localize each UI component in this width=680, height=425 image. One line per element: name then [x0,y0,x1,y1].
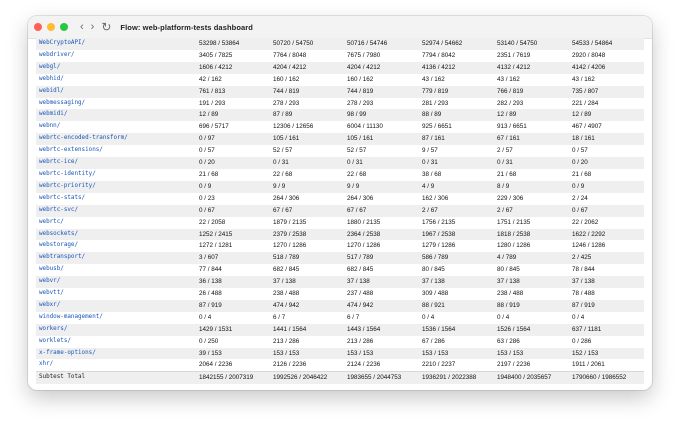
directory-link[interactable]: webgl/ [39,63,61,70]
result-cell: 1279 / 1286 [419,240,494,252]
result-cell: 0 / 9 [569,181,644,193]
result-cell: 77 / 844 [196,264,270,276]
total-cell: 1842155 / 2007319 [196,371,270,384]
directory-link[interactable]: webusb/ [39,266,64,273]
result-cell: 264 / 306 [270,193,344,205]
result-cell: 1252 / 2415 [196,229,270,241]
result-cell: 682 / 845 [270,264,344,276]
directory-link[interactable]: webhid/ [39,75,64,82]
directory-cell [36,312,196,324]
result-cell: 779 / 819 [419,86,494,98]
table-row [36,252,644,264]
result-cell: 744 / 819 [344,86,419,98]
result-cell: 22 / 68 [344,169,419,181]
table-row [36,157,644,169]
result-cell: 221 / 284 [569,98,644,110]
result-cell: 0 / 4 [569,312,644,324]
directory-link[interactable]: webstorage/ [39,242,79,249]
result-cell: 78 / 844 [569,264,644,276]
result-cell: 1272 / 1281 [196,240,270,252]
table-row [36,133,644,145]
result-cell: 78 / 488 [569,288,644,300]
table-row [36,121,644,133]
result-cell: 8 / 9 [494,181,569,193]
result-cell: 766 / 819 [494,86,569,98]
result-cell: 2351 / 7619 [494,50,569,62]
result-cell: 264 / 306 [344,193,419,205]
directory-cell [36,229,196,241]
result-cell: 4204 / 4212 [270,62,344,74]
results-table-body [36,38,644,384]
directory-cell [36,217,196,229]
table-row [36,86,644,98]
result-cell: 63 / 286 [494,336,569,348]
result-cell: 1526 / 1564 [494,324,569,336]
directory-cell [36,109,196,121]
result-cell: 0 / 31 [344,157,419,169]
result-cell: 474 / 942 [344,300,419,312]
directory-link[interactable]: x-frame-options/ [39,349,96,356]
close-window-button[interactable] [34,23,42,31]
result-cell: 1441 / 1564 [270,324,344,336]
result-cell: 4 / 9 [419,181,494,193]
directory-cell [36,300,196,312]
result-cell: 54533 / 54864 [569,38,644,50]
result-cell: 213 / 286 [344,336,419,348]
result-cell: 1280 / 1286 [494,240,569,252]
result-cell: 4204 / 4212 [344,62,419,74]
result-cell: 0 / 9 [196,181,270,193]
result-cell: 160 / 162 [270,74,344,86]
result-cell: 281 / 293 [419,98,494,110]
table-row [36,229,644,241]
result-cell: 21 / 68 [196,169,270,181]
result-cell: 237 / 488 [344,288,419,300]
directory-cell [36,50,196,62]
table-row [36,169,644,181]
directory-link[interactable]: xhr/ [39,361,54,368]
directory-cell [36,62,196,74]
table-row [36,240,644,252]
window-title: Flow: web-platform-tests dashboard [120,22,253,32]
result-cell: 37 / 138 [344,276,419,288]
result-cell: 2379 / 2538 [270,229,344,241]
result-cell: 1429 / 1531 [196,324,270,336]
directory-cell [36,336,196,348]
directory-link[interactable]: workers/ [39,325,68,332]
result-cell: 238 / 488 [270,288,344,300]
table-row [36,181,644,193]
result-cell: 3405 / 7825 [196,50,270,62]
result-cell: 1606 / 4212 [196,62,270,74]
zoom-window-button[interactable] [60,23,68,31]
result-cell: 637 / 1181 [569,324,644,336]
result-cell: 278 / 293 [344,98,419,110]
result-cell: 37 / 138 [419,276,494,288]
result-cell: 67 / 161 [494,133,569,145]
result-cell: 87 / 89 [270,109,344,121]
result-cell: 1879 / 2135 [270,217,344,229]
result-cell: 0 / 31 [419,157,494,169]
result-cell: 37 / 138 [494,276,569,288]
result-cell: 22 / 68 [270,169,344,181]
result-cell: 0 / 4 [419,312,494,324]
result-cell: 2197 / 2236 [494,359,569,371]
result-cell: 913 / 6651 [494,121,569,133]
result-cell: 6004 / 11130 [344,121,419,133]
result-cell: 1270 / 1286 [270,240,344,252]
directory-link[interactable]: webvr/ [39,278,61,285]
result-cell: 67 / 286 [419,336,494,348]
result-cell: 37 / 138 [270,276,344,288]
result-cell: 53140 / 54750 [494,38,569,50]
result-cell: 53298 / 53864 [196,38,270,50]
result-cell: 761 / 813 [196,86,270,98]
result-cell: 12 / 89 [196,109,270,121]
directory-cell [36,169,196,181]
result-cell: 309 / 488 [419,288,494,300]
result-cell: 744 / 819 [270,86,344,98]
chevron-right-icon[interactable]: › [90,20,95,33]
minimize-window-button[interactable] [47,23,55,31]
result-cell: 98 / 99 [344,109,419,121]
result-cell: 9 / 57 [419,145,494,157]
table-row [36,62,644,74]
table-row [36,276,644,288]
result-cell: 4136 / 4212 [419,62,494,74]
result-cell: 12 / 89 [569,109,644,121]
result-cell: 0 / 67 [196,205,270,217]
result-cell: 88 / 89 [419,109,494,121]
table-row [36,312,644,324]
result-cell: 7764 / 8048 [270,50,344,62]
result-cell: 1967 / 2538 [419,229,494,241]
directory-link[interactable]: webrtc-priority/ [39,182,96,189]
result-cell: 474 / 942 [270,300,344,312]
directory-cell [36,359,196,371]
result-cell: 467 / 4907 [569,121,644,133]
result-cell: 1270 / 1286 [344,240,419,252]
result-cell: 0 / 4 [494,312,569,324]
result-cell: 87 / 919 [569,300,644,312]
table-row [36,145,644,157]
result-cell: 88 / 921 [419,300,494,312]
directory-link[interactable]: webrtc-svc/ [39,206,79,213]
table-row [36,264,644,276]
directory-cell [36,145,196,157]
result-cell: 7794 / 8042 [419,50,494,62]
result-cell: 21 / 68 [494,169,569,181]
result-cell: 2210 / 2237 [419,359,494,371]
directory-link[interactable]: window-management/ [39,313,103,320]
directory-link[interactable]: webrtc-extensions/ [39,147,103,154]
result-cell: 153 / 153 [344,348,419,360]
result-cell: 2126 / 2236 [270,359,344,371]
result-cell: 282 / 293 [494,98,569,110]
result-cell: 2 / 57 [494,145,569,157]
result-cell: 238 / 488 [494,288,569,300]
directory-cell [36,288,196,300]
result-cell: 153 / 153 [270,348,344,360]
table-row [36,217,644,229]
directory-link[interactable]: webvtt/ [39,290,64,297]
result-cell: 2920 / 8048 [569,50,644,62]
result-cell: 2 / 67 [494,205,569,217]
directory-link[interactable]: webxr/ [39,301,61,308]
result-cell: 229 / 306 [494,193,569,205]
result-cell: 2064 / 2236 [196,359,270,371]
result-cell: 0 / 20 [196,157,270,169]
result-cell: 22 / 2062 [569,217,644,229]
total-cell: 1948400 / 2035657 [494,371,569,384]
reload-icon[interactable]: ↻ [101,20,112,34]
table-row [36,288,644,300]
directory-link[interactable]: webdriver/ [39,51,75,58]
table-row [36,38,644,50]
browser-window [28,16,652,390]
result-cell: 0 / 250 [196,336,270,348]
total-label: Subtest Total [36,371,196,384]
directory-cell [36,264,196,276]
result-cell: 518 / 789 [270,252,344,264]
result-cell: 213 / 286 [270,336,344,348]
total-cell: 1790660 / 1986552 [569,371,644,384]
result-cell: 1536 / 1564 [419,324,494,336]
result-cell: 67 / 67 [270,205,344,217]
result-cell: 52974 / 54662 [419,38,494,50]
title-bar [28,16,652,39]
directory-link[interactable]: webmessaging/ [39,99,86,106]
result-cell: 42 / 162 [196,74,270,86]
directory-link[interactable]: webidl/ [39,87,64,94]
navigation-controls [80,21,111,33]
result-cell: 12 / 89 [494,109,569,121]
table-row [36,300,644,312]
result-cell: 67 / 67 [344,205,419,217]
directory-link[interactable]: webnn/ [39,123,61,130]
result-cell: 6 / 7 [270,312,344,324]
directory-cell [36,193,196,205]
result-cell: 1911 / 2061 [569,359,644,371]
total-cell: 1936291 / 2022388 [419,371,494,384]
table-row [36,348,644,360]
directory-cell [36,252,196,264]
table-row [36,324,644,336]
result-cell: 21 / 68 [569,169,644,181]
result-cell: 0 / 31 [494,157,569,169]
result-cell: 2364 / 2538 [344,229,419,241]
directory-cell [36,98,196,110]
directory-link[interactable]: webmidi/ [39,111,68,118]
result-cell: 0 / 57 [196,145,270,157]
result-cell: 0 / 286 [569,336,644,348]
result-cell: 1443 / 1564 [344,324,419,336]
result-cell: 3 / 607 [196,252,270,264]
directory-cell [36,86,196,98]
table-row [36,205,644,217]
result-cell: 152 / 153 [569,348,644,360]
directory-link[interactable]: webrtc-encoded-transform/ [39,135,128,142]
result-cell: 18 / 161 [569,133,644,145]
result-cell: 153 / 153 [419,348,494,360]
directory-link[interactable]: webrtc/ [39,218,64,225]
result-cell: 682 / 845 [344,264,419,276]
result-cell: 39 / 153 [196,348,270,360]
directory-link[interactable]: websockets/ [39,230,79,237]
directory-link[interactable]: worklets/ [39,337,71,344]
result-cell: 12306 / 12656 [270,121,344,133]
directory-cell [36,181,196,193]
result-cell: 0 / 4 [196,312,270,324]
result-cell: 0 / 97 [196,133,270,145]
result-cell: 50716 / 54746 [344,38,419,50]
results-table [36,38,644,384]
result-cell: 1756 / 2135 [419,217,494,229]
result-cell: 586 / 789 [419,252,494,264]
directory-cell [36,74,196,86]
total-cell: 1992526 / 2046422 [270,371,344,384]
result-cell: 9 / 9 [270,181,344,193]
result-cell: 52 / 57 [344,145,419,157]
result-cell: 6 / 7 [344,312,419,324]
result-cell: 153 / 153 [494,348,569,360]
result-cell: 37 / 138 [569,276,644,288]
result-cell: 87 / 919 [196,300,270,312]
result-cell: 105 / 161 [270,133,344,145]
result-cell: 735 / 807 [569,86,644,98]
result-cell: 278 / 293 [270,98,344,110]
result-cell: 162 / 306 [419,193,494,205]
directory-cell [36,38,196,50]
result-cell: 26 / 488 [196,288,270,300]
result-cell: 2124 / 2236 [344,359,419,371]
directory-cell [36,240,196,252]
result-cell: 1622 / 2292 [569,229,644,241]
directory-cell [36,121,196,133]
result-cell: 80 / 845 [419,264,494,276]
result-cell: 517 / 789 [344,252,419,264]
result-cell: 105 / 161 [344,133,419,145]
result-cell: 191 / 293 [196,98,270,110]
result-cell: 1246 / 1286 [569,240,644,252]
directory-cell [36,133,196,145]
result-cell: 4142 / 4206 [569,62,644,74]
result-cell: 43 / 162 [494,74,569,86]
directory-cell [36,157,196,169]
directory-link[interactable]: webrtc-identity/ [39,170,96,177]
result-cell: 925 / 6651 [419,121,494,133]
window-controls [34,23,68,31]
chevron-left-icon[interactable]: ‹ [80,20,84,33]
result-cell: 1818 / 2538 [494,229,569,241]
result-cell: 9 / 9 [344,181,419,193]
result-cell: 80 / 845 [494,264,569,276]
table-row [36,74,644,86]
result-cell: 160 / 162 [344,74,419,86]
result-cell: 43 / 162 [419,74,494,86]
directory-link[interactable]: webtransport/ [39,254,86,261]
result-cell: 7675 / 7980 [344,50,419,62]
directory-cell [36,205,196,217]
result-cell: 22 / 2058 [196,217,270,229]
result-cell: 2 / 425 [569,252,644,264]
result-cell: 1880 / 2135 [344,217,419,229]
result-cell: 2 / 67 [419,205,494,217]
result-cell: 2 / 24 [569,193,644,205]
table-row [36,336,644,348]
result-cell: 696 / 5717 [196,121,270,133]
directory-link[interactable]: webrtc-stats/ [39,194,86,201]
table-row [36,109,644,121]
result-cell: 4132 / 4212 [494,62,569,74]
result-cell: 36 / 138 [196,276,270,288]
result-cell: 43 / 162 [569,74,644,86]
result-cell: 0 / 57 [569,145,644,157]
result-cell: 1751 / 2135 [494,217,569,229]
directory-link[interactable]: webrtc-ice/ [39,159,79,166]
result-cell: 52 / 57 [270,145,344,157]
table-row [36,98,644,110]
result-cell: 0 / 23 [196,193,270,205]
result-cell: 88 / 919 [494,300,569,312]
table-row [36,50,644,62]
directory-cell [36,324,196,336]
page-content [28,38,652,390]
table-row [36,193,644,205]
directory-cell [36,348,196,360]
result-cell: 87 / 161 [419,133,494,145]
directory-cell [36,276,196,288]
total-cell: 1983655 / 2044753 [344,371,419,384]
result-cell: 50720 / 54750 [270,38,344,50]
result-cell: 38 / 68 [419,169,494,181]
result-cell: 0 / 20 [569,157,644,169]
directory-link[interactable]: WebCryptoAPI/ [39,40,86,46]
table-row [36,359,644,371]
result-cell: 4 / 789 [494,252,569,264]
subtest-total-row [36,371,644,384]
result-cell: 0 / 31 [270,157,344,169]
result-cell: 0 / 67 [569,205,644,217]
